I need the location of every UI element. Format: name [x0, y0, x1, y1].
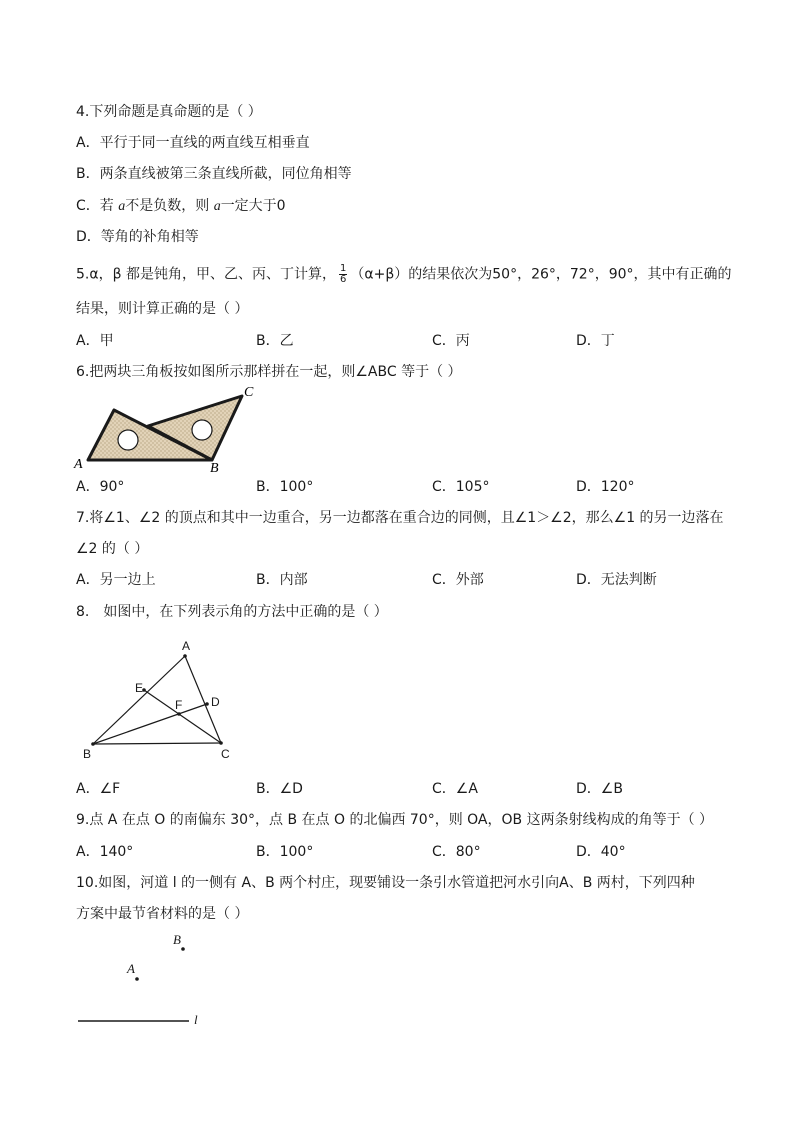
q9-option-b: B．100° [256, 844, 314, 860]
q8-option-a: A．∠F [76, 781, 121, 797]
q4-c-pre: C．若 [76, 198, 119, 214]
q5-option-d: D．丁 [576, 333, 615, 349]
q5-frac-num: 1 [339, 263, 347, 274]
q4-c-var1: a [118, 199, 126, 214]
q10-figure [76, 930, 216, 1030]
q6-label-a: A [74, 457, 83, 472]
segment-bc [93, 743, 221, 744]
q5-stem [76, 264, 732, 285]
q6-option-b: B．100° [256, 479, 314, 495]
q9-option-c: C．80° [432, 844, 481, 860]
q10-stem-line1: 10.如图，河道 l 的一侧有 A、B 两个村庄，现要铺设一条引水管道把河水引向A、B 两村，下列四种 [76, 875, 695, 891]
q6-figure [70, 380, 270, 476]
q4-c-post: 一定大于0 [220, 198, 286, 214]
q6-option-c: C．105° [432, 479, 490, 495]
q4-option-c [76, 197, 286, 216]
q4-option-d: D．等角的补角相等 [76, 229, 199, 245]
ruler-hole-left [118, 430, 138, 450]
q4-stem: 4.下列命题是真命题的是（ ） [76, 104, 262, 120]
q8-figure [80, 636, 240, 766]
q9-option-a: A．140° [76, 844, 134, 860]
q8-label-f: F [175, 698, 183, 712]
q8-label-e: E [135, 681, 144, 695]
q8-option-d: D．∠B [576, 781, 623, 797]
village-a-point [135, 977, 139, 981]
point-c [219, 741, 223, 745]
point-b [91, 742, 95, 746]
q5-frac-den: 6 [339, 274, 347, 285]
q8-option-c: C．∠A [432, 781, 478, 797]
q7-option-d: D．无法判断 [576, 572, 657, 588]
q6-label-c: C [244, 385, 254, 400]
q8-stem: 8. 如图中，在下列表示角的方法中正确的是（ ） [76, 604, 388, 620]
village-b-point [181, 947, 185, 951]
q4-c-mid: 不是负数，则 [125, 198, 214, 214]
q8-label-d: D [211, 695, 220, 709]
q9-option-d: D．40° [576, 844, 626, 860]
point-a [183, 654, 187, 658]
q8-option-b: B．∠D [256, 781, 303, 797]
segment-ab [93, 656, 185, 744]
q7-stem-line1: 7.将∠1、∠2 的顶点和其中一边重合，另一边都落在重合边的同侧，且∠1＞∠2，那么∠1 的另一边落在 [76, 510, 724, 526]
q9-stem: 9.点 A 在点 O 的南偏东 30°，点 B 在点 O 的北偏西 70°，则 OA，OB 这两条射线构成的角等于（ ） [76, 812, 714, 828]
q10-label-l: l [194, 1012, 198, 1027]
q7-option-c: C．外部 [432, 572, 484, 588]
q8-label-a: A [182, 639, 191, 653]
q8-label-b: B [83, 747, 92, 761]
q6-option-a: A．90° [76, 479, 125, 495]
q10-stem-line2: 方案中最节省材料的是（ ） [76, 906, 249, 922]
q7-option-b: B．内部 [256, 572, 308, 588]
q4-option-a: A．平行于同一直线的两直线互相垂直 [76, 135, 310, 151]
q7-option-a: A．另一边上 [76, 572, 156, 588]
q7-stem-line2: ∠2 的（ ） [76, 541, 149, 557]
q4-c-var2: a [213, 199, 221, 214]
q6-stem: 6.把两块三角板按如图所示那样拼在一起，则∠ABC 等于（ ） [76, 364, 462, 380]
segment-bd [93, 704, 207, 744]
q5-stem-post: （α+β）的结果依次为50°，26°，72°，90°，其中有正确的 [350, 266, 732, 283]
ruler-hole-right [192, 420, 212, 440]
point-f [177, 712, 181, 716]
q5-option-a: A．甲 [76, 333, 114, 349]
q5-option-b: B．乙 [256, 333, 294, 349]
point-d [205, 702, 209, 706]
q4-option-b: B．两条直线被第三条直线所截，同位角相等 [76, 166, 352, 182]
q8-label-c: C [221, 747, 230, 761]
q5-fraction [339, 264, 347, 285]
q10-label-a: A [127, 961, 135, 976]
q5-stem-line2: 结果，则计算正确的是（ ） [76, 301, 249, 317]
q10-label-b: B [173, 932, 181, 947]
q5-stem-pre: 5.α，β 都是钝角，甲、乙、丙、丁计算， [76, 266, 336, 283]
q6-option-d: D．120° [576, 479, 635, 495]
q6-label-b: B [210, 461, 219, 476]
q5-option-c: C．丙 [432, 333, 470, 349]
